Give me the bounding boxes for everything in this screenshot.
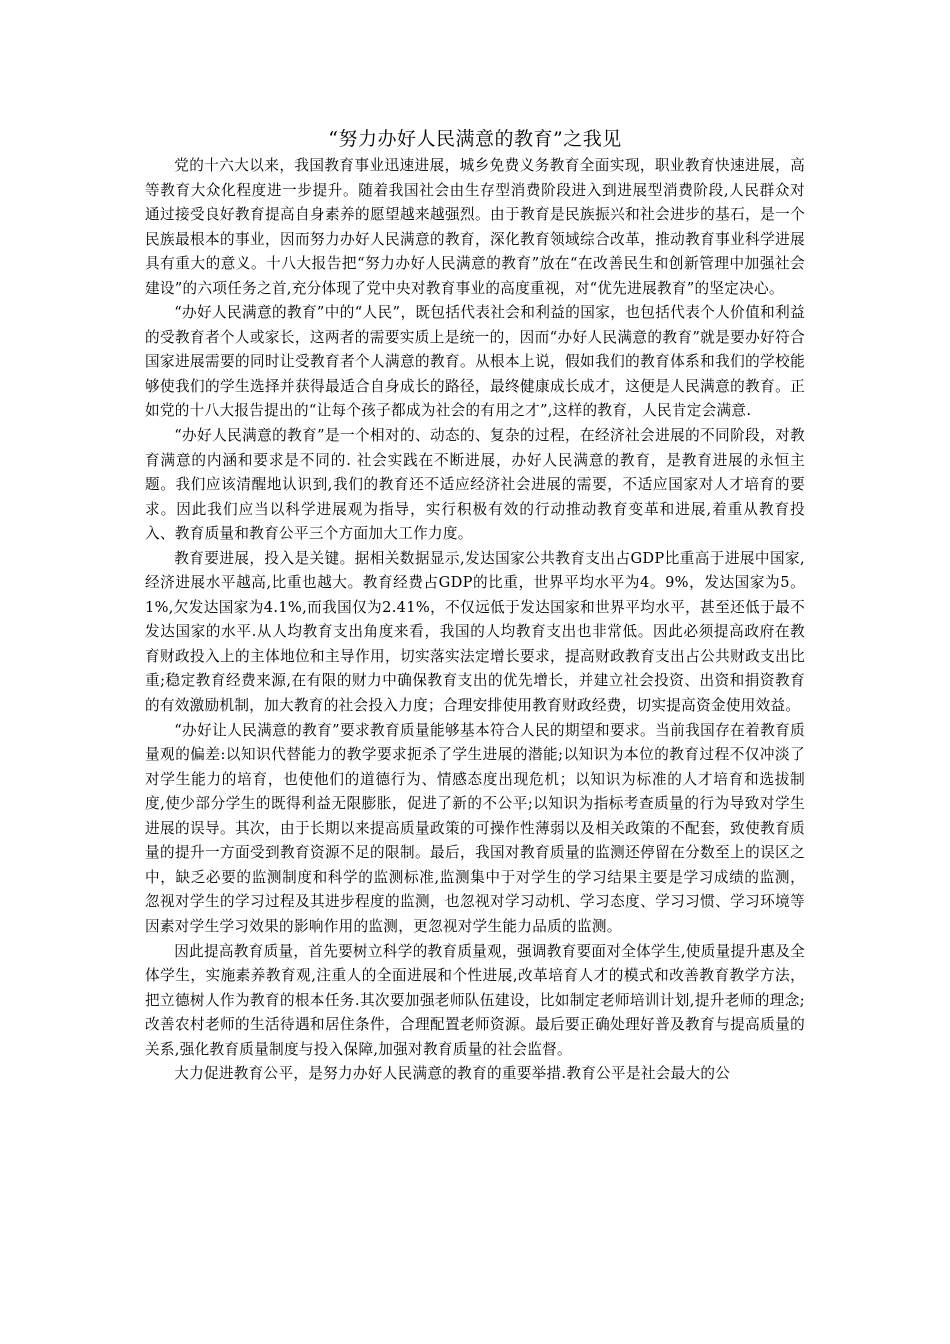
paragraph-7: 大力促进教育公平，是努力办好人民满意的教育的重要举措.教育公平是社会最大的公 xyxy=(174,1065,731,1083)
paragraph-3: “办好人民满意的教育”是一个相对的、动态的、复杂的过程，在经济社会进展的不同阶段，对教育满意的内涵和要求是不同的. 社会实践在不断进展，办好人民满意的教育，是教育进展的永恒主题。我们应该清醒地认识到,我们的教育还不适应经济社会进展的需要，不适应国家对人才培育的要求。因此我们应当以科学进展观为指导，实行积极有效的行动推动教育变革和进展,着重从教育投入、教育质量和教育公平三个方面加大工作力度。 xyxy=(145,427,805,543)
paragraph-1: 党的十六大以来，我国教育事业迅速进展，城乡免费义务教育全面实现，职业教育快速进展，高等教育大众化程度进一步提升。随着我国社会由生存型消费阶段进入到进展型消费阶段,人民群众对通过接受良好教育提高自身素养的愿望越来越强烈。由于教育是民族振兴和社会进步的基石，是一个民族最根本的事业，因而努力办好人民满意的教育，深化教育领域综合改革，推动教育事业科学进展具有重大的意义。十八大报告把“努力办好人民满意的教育”放在“在改善民生和创新管理中加强社会建设”的六项任务之首,充分体现了党中央对教育事业的高度重视，对“优先进展教育”的坚定决心。 xyxy=(145,157,805,297)
paragraph-4: 教育要进展，投入是关键。据相关数据显示,发达国家公共教育支出占GDP比重高于进展中国家,经济进展水平越高,比重也越大。教育经费占GDP的比重，世界平均水平为4。9%，发达国家为5。1%,欠发达国家为4.1%,而我国仅为2.41%，不仅远低于发达国家和世界平均水平，甚至还低于最不发达国家的水平.从人均教育支出角度来看，我国的人均教育支出也非常低。因此必须提高政府在教育财政投入上的主体地位和主导作用，切实落实法定增长要求，提高财政教育支出占公共财政支出比重;稳定教育经费来源,在有限的财力中确保教育支出的优先增长，并建立社会投资、出资和捐资教育的有效激励机制，加大教育的社会投入力度；合理安排使用教育财政经费，切实提高资金使用效益。 xyxy=(145,549,805,715)
paragraph-5: “办好让人民满意的教育”要求教育质量能够基本符合人民的期望和要求。当前我国存在着教育质量观的偏差:以知识代替能力的教学要求扼杀了学生进展的潜能;以知识为本位的教育过程不仅冲淡了对学生能力的培育，也使他们的道德行为、情感态度出现危机；以知识为标准的人才培育和选拔制度,使少部分学生的既得利益无限膨胀，促进了新的不公平;以知识为指标考查质量的行为导致对学生进展的误导。其次，由于长期以来提高质量政策的可操作性薄弱以及相关政策的不配套，致使教育质量的提升一方面受到教育资源不足的限制。最后，我国对教育质量的监测还停留在分数至上的误区之中，缺乏必要的监测制度和科学的监测标准,监测集中于对学生的学习结果主要是学习成绩的监测，忽视对学生的学习过程及其进步程度的监测，也忽视对学习动机、学习态度、学习习惯、学习环境等因素对学生学习效果的影响作用的监测，更忽视对学生能力品质的监测。 xyxy=(145,721,805,935)
document-title: “努力办好人民满意的教育”之我见 xyxy=(328,128,622,150)
paragraph-2: “办好人民满意的教育”中的“人民”，既包括代表社会和利益的国家，也包括代表个人价值和利益的受教育者个人或家长，这两者的需要实质上是统一的，因而“办好人民满意的教育”就是要办好符合国家进展需要的同时让受教育者个人满意的教育。从根本上说，假如我们的教育体系和我们的学校能够使我们的学生选择并获得最适合自身成长的路径，最终健康成长成才，这便是人民满意的教育。正如党的十八大报告提出的“让每个孩子都成为社会的有用之才”,这样的教育，人民肯定会满意. xyxy=(145,304,805,420)
document-page xyxy=(145,124,805,1087)
paragraph-6: 因此提高教育质量，首先要树立科学的教育质量观，强调教育要面对全体学生,使质量提升惠及全体学生，实施素养教育观,注重人的全面进展和个性进展,改革培育人才的模式和改善教育教学方法，把立德树人作为教育的根本任务.其次要加强老师队伍建设，比如制定老师培训计划,提升老师的理念;改善农村老师的生活待遇和居住条件，合理配置老师资源。最后要正确处理好普及教育与提高质量的关系,强化教育质量制度与投入保障,加强对教育质量的社会监督。 xyxy=(145,942,805,1058)
